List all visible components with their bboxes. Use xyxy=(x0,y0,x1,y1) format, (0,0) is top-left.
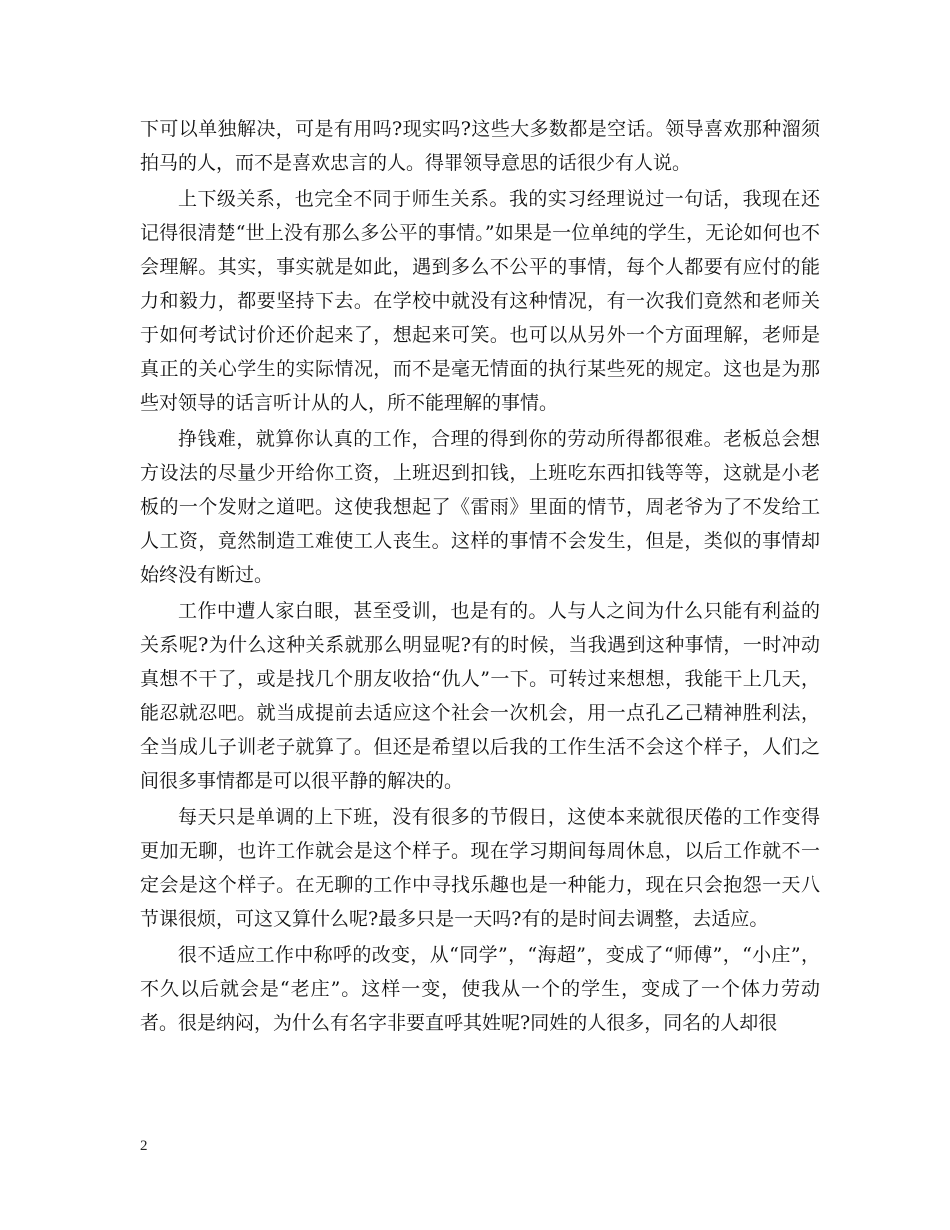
document-body xyxy=(140,112,820,1042)
page-number: 2 xyxy=(140,1138,148,1154)
paragraph-3: 挣钱难，就算你认真的工作，合理的得到你的劳动所得都很难。老板总会想方设法的尽量少开给你工资，上班迟到扣钱，上班吃东西扣钱等等，这就是小老板的一个发财之道吧。这使我想起了《雷雨》里面的情节，周老爷为了不发给工人工资，竟然制造工难使工人丧生。这样的事情不会发生，但是，类似的事情却始终没有断过。 xyxy=(140,428,820,586)
paragraph-2: 上下级关系，也完全不同于师生关系。我的实习经理说过一句话，我现在还记得很清楚“世上没有那么多公平的事情。”如果是一位单纯的学生，无论如何也不会理解。其实，事实就是如此，遇到多么不公平的事情，每个人都要有应付的能力和毅力，都要坚持下去。在学校中就没有这种情况，有一次我们竟然和老师关于如何考试讨价还价起来了，想起来可笑。也可以从另外一个方面理解，老师是真正的关心学生的实际情况，而不是毫无情面的执行某些死的规定。这也是为那些对领导的话言听计从的人，所不能理解的事情。 xyxy=(140,188,820,414)
paragraph-4: 工作中遭人家白眼，甚至受训，也是有的。人与人之间为什么只能有利益的关系呢?为什么这种关系就那么明显呢?有的时候，当我遇到这种事情，一时冲动真想不干了，或是找几个朋友收拾“仇人”一下。可转过来想想，我能干上几天，能忍就忍吧。就当成提前去适应这个社会一次机会，用一点孔乙己精神胜利法，全当成儿子训老子就算了。但还是希望以后我的工作生活不会这个样子，人们之间很多事情都是可以很平静的解决的。 xyxy=(140,600,820,792)
paragraph-6: 很不适应工作中称呼的改变，从“同学”，“海超”，变成了“师傅”，“小庄”，不久以后就会是“老庄”。这样一变，使我从一个的学生，变成了一个体力劳动者。很是纳闷，为什么有名字非要直呼其姓呢?同姓的人很多，同名的人却很 xyxy=(140,944,820,1034)
paragraph-1: 下可以单独解决，可是有用吗?现实吗?这些大多数都是空话。领导喜欢那种溜须拍马的人，而不是喜欢忠言的人。得罪领导意思的话很少有人说。 xyxy=(140,118,820,174)
paragraph-5: 每天只是单调的上下班，没有很多的节假日，这使本来就很厌倦的工作变得更加无聊，也许工作就会是这个样子。现在学习期间每周休息，以后工作就不一定会是这个样子。在无聊的工作中寻找乐趣也是一种能力，现在只会抱怨一天八节课很烦，可这又算什么呢?最多只是一天吗?有的是时间去调整，去适应。 xyxy=(140,806,820,930)
